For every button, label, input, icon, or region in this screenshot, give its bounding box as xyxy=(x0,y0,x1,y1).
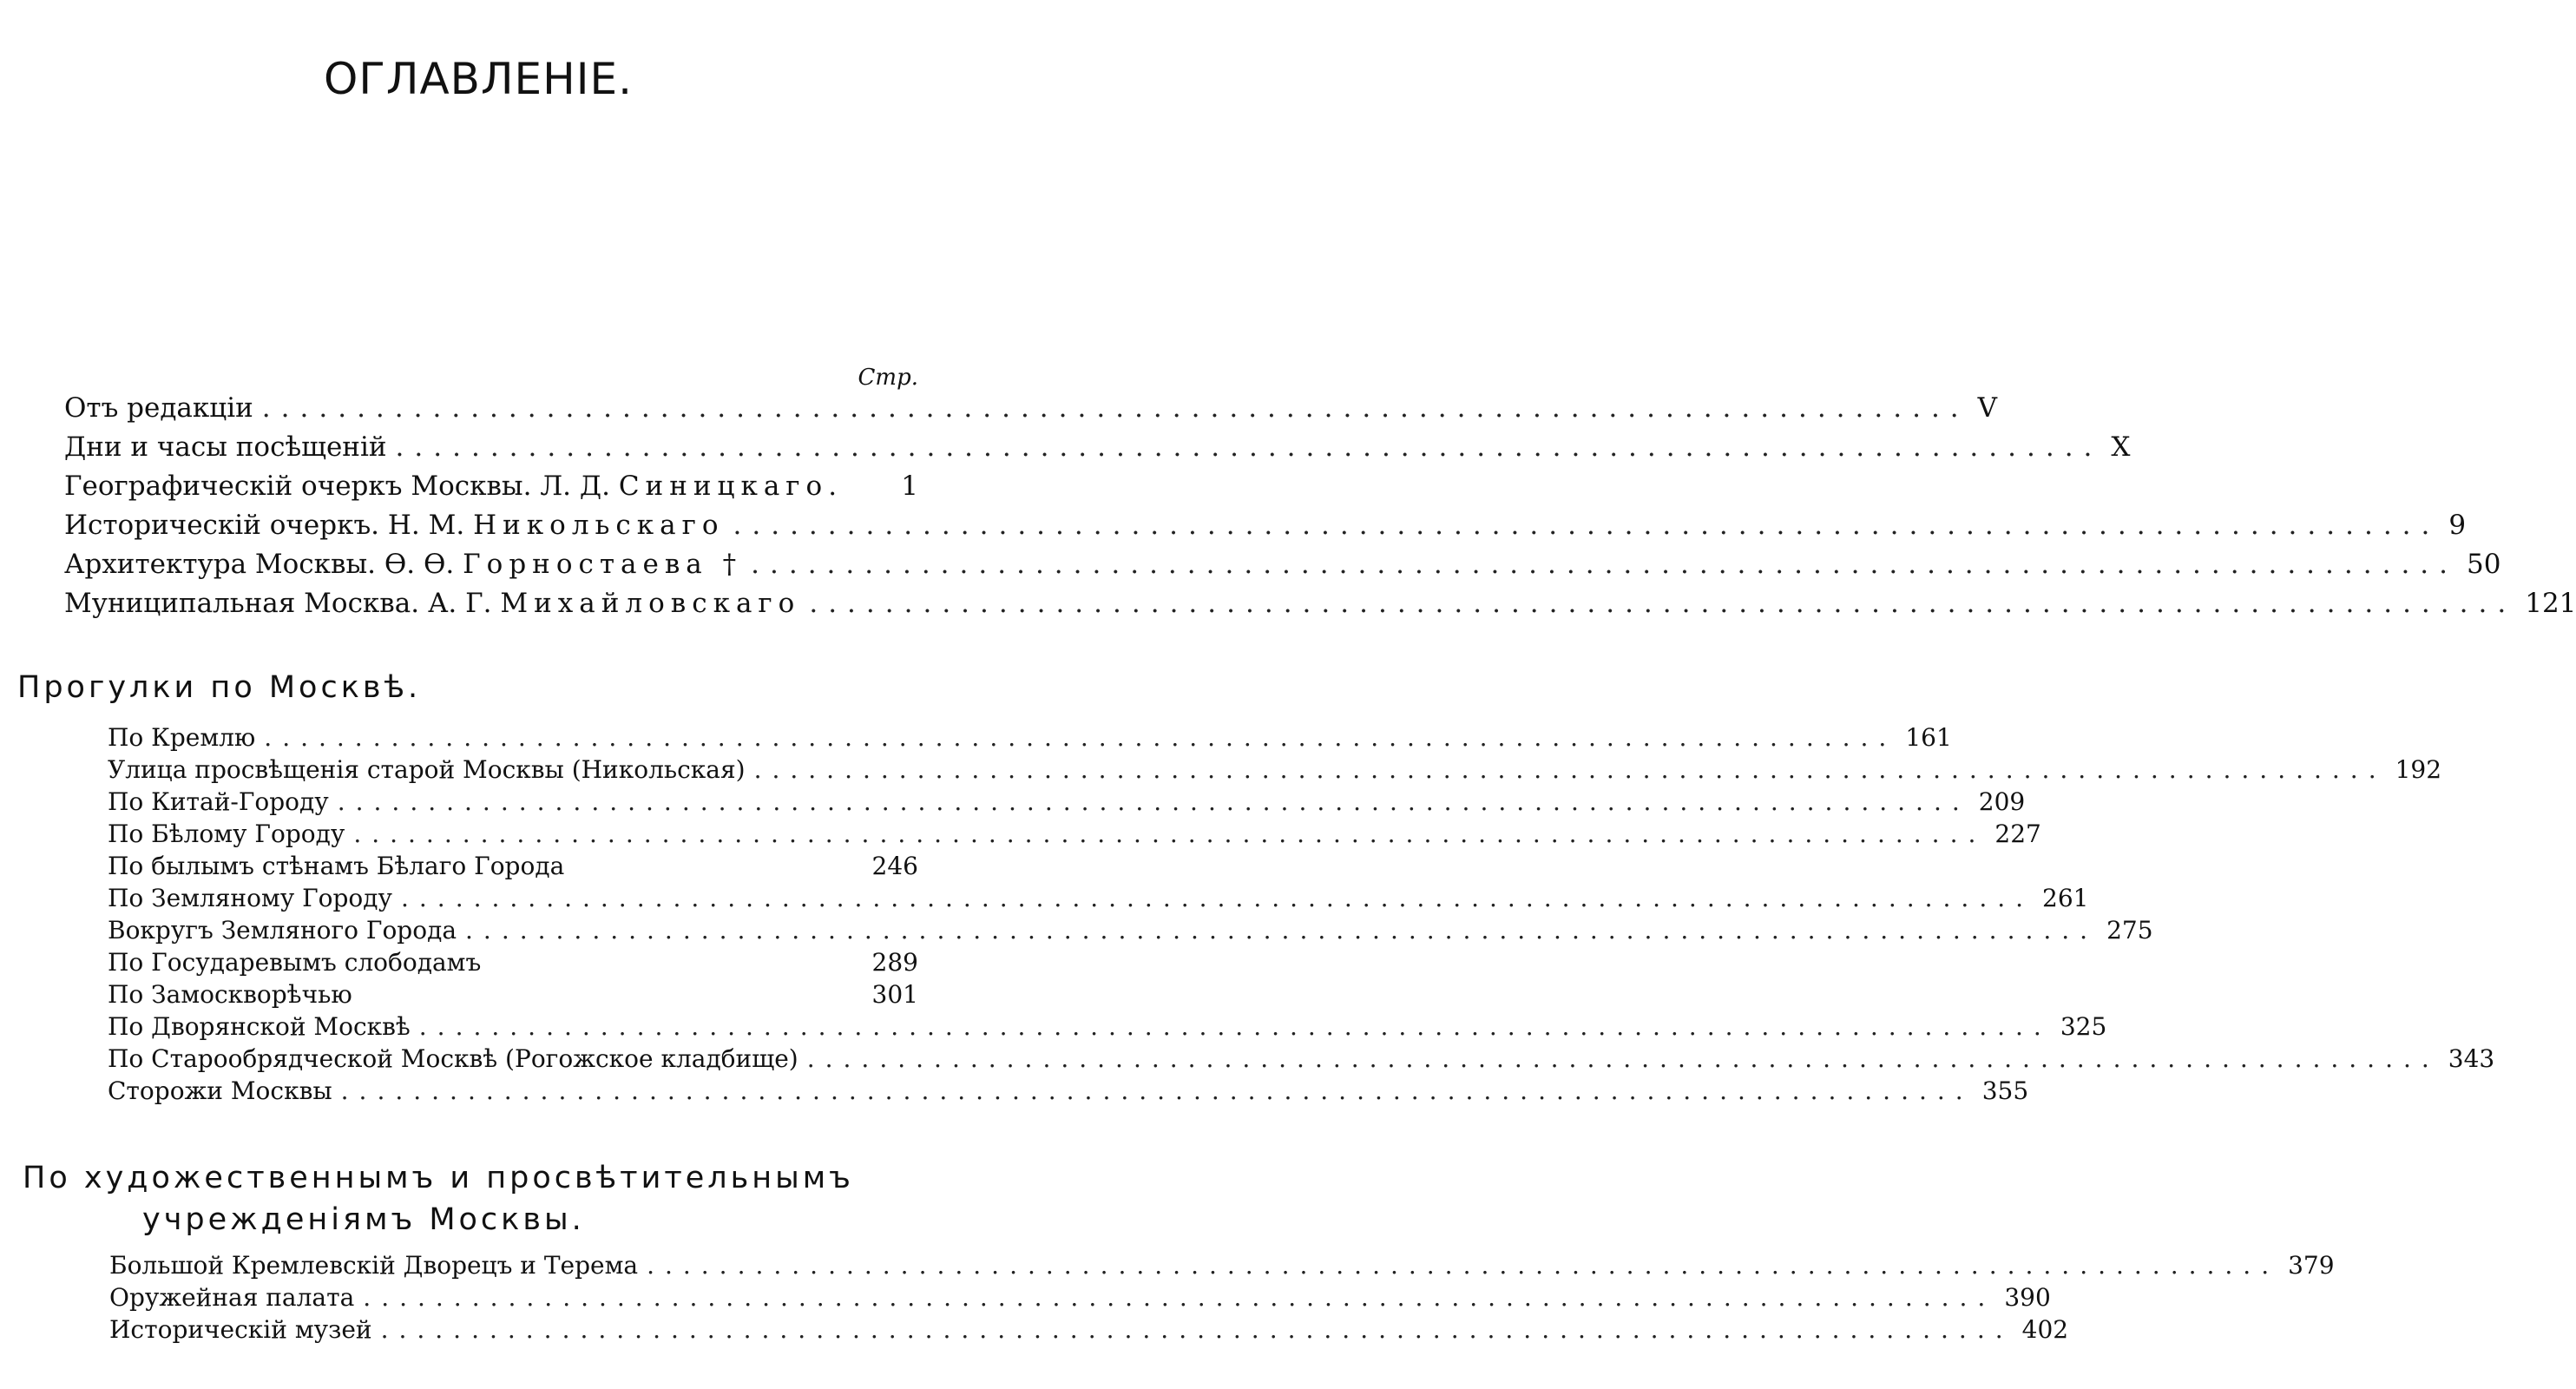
toc-entry[interactable] xyxy=(64,431,2131,463)
section-heading-walks: Прогулки по Москвѣ. xyxy=(17,670,422,705)
toc-entry-page: 246 xyxy=(871,852,918,880)
toc-entry-title: По Бѣлому Городу xyxy=(108,820,345,848)
toc-entry-title: По Земляному Городу xyxy=(108,884,392,912)
toc-entry-page: X xyxy=(2111,431,2131,463)
toc-entry[interactable] xyxy=(108,980,918,1009)
toc-entry-page: 355 xyxy=(1981,1076,2029,1105)
section-heading-institutions-line2: учрежденіямъ Москвы. xyxy=(142,1202,585,1237)
toc-entry-page: 161 xyxy=(1905,723,1952,752)
toc-entry[interactable] xyxy=(64,471,918,502)
toc-entry-title: Вокругъ Земляного Города xyxy=(108,916,457,945)
toc-entry-title: По былымъ стѣнамъ Бѣлаго Города xyxy=(108,852,565,880)
toc-entry[interactable] xyxy=(64,549,2501,580)
toc-entry-title: По Дворянской Москвѣ xyxy=(108,1012,411,1041)
leader-dots: .......................................................................................... xyxy=(465,916,2099,945)
toc-entry-title: Дни и часы посѣщеній xyxy=(64,431,387,463)
toc-entry[interactable] xyxy=(108,1076,2029,1105)
toc-entry[interactable] xyxy=(64,392,1998,424)
toc-entry-page: 379 xyxy=(2288,1251,2335,1280)
toc-entry-title: По Замоскворѣчью xyxy=(108,980,352,1009)
toc-entry-title: По Кремлю xyxy=(108,723,256,752)
toc-entry-page: 390 xyxy=(2004,1283,2051,1312)
leader-dots: .......................................................................................... xyxy=(264,723,1897,752)
toc-entry[interactable] xyxy=(108,916,2153,945)
leader-dots: .......................................................................................... xyxy=(647,1251,2280,1280)
toc-entry-page: 275 xyxy=(2106,916,2153,945)
toc-entry-title: Большой Кремлевскій Дворецъ и Терема xyxy=(109,1251,639,1280)
toc-entry[interactable] xyxy=(108,852,918,880)
toc-entry-title: Сторожи Москвы xyxy=(108,1076,332,1105)
toc-entry-page: 1 xyxy=(901,471,918,502)
toc-entry[interactable] xyxy=(108,787,2026,816)
toc-entry-page: 325 xyxy=(2060,1012,2107,1041)
toc-entry-title: По Старообрядческой Москвѣ (Рогожское кладбище) xyxy=(108,1044,798,1073)
toc-entry[interactable] xyxy=(109,1315,2069,1344)
toc-entry-page: V xyxy=(1977,392,1998,424)
leader-dots: .......................................................................................... xyxy=(733,510,2441,541)
toc-entry-title: Оружейная палата xyxy=(109,1283,355,1312)
leader-dots: .......................................................................................... xyxy=(418,1012,2052,1041)
author-name: Никольскаго xyxy=(473,510,725,541)
leader-dots: .......................................................................................... xyxy=(337,787,1970,816)
toc-entry-title: Архитектура Москвы. Ѳ. Ѳ. Горностаева † xyxy=(64,549,743,580)
toc-entry-page: 121 xyxy=(2525,588,2576,619)
toc-entry-page: 50 xyxy=(2467,549,2501,580)
author-name: Горностаева † xyxy=(463,549,743,580)
section-heading-institutions-line1: По художественнымъ и просвѣтительнымъ xyxy=(23,1161,854,1195)
leader-dots: .......................................................................................... xyxy=(395,431,2103,463)
toc-entry-title: По Государевымъ слободамъ xyxy=(108,948,482,977)
leader-dots: .......................................................................................... xyxy=(353,820,1987,848)
leader-dots: .......................................................................................... xyxy=(401,884,2034,912)
toc-entry-title: По Китай-Городу xyxy=(108,787,329,816)
toc-entry-title: Муниципальная Москва. А. Г. Михайловскаго xyxy=(64,588,801,619)
toc-entry-title: Историческій музей xyxy=(109,1315,372,1344)
toc-entry-page: 343 xyxy=(2448,1044,2495,1073)
toc-entry-page: 301 xyxy=(871,980,918,1009)
toc-entry[interactable] xyxy=(109,1283,2051,1312)
page-column-label: Стр. xyxy=(858,365,918,391)
toc-entry-page: 227 xyxy=(1994,820,2041,848)
leader-dots: .......................................................................................... xyxy=(751,549,2459,580)
toc-entry[interactable] xyxy=(108,1012,2107,1041)
leader-dots: .......................................................................................... xyxy=(753,755,2387,784)
toc-entry[interactable] xyxy=(109,1251,2335,1280)
author-name: Синицкаго. xyxy=(618,471,844,502)
toc-entry-title: Историческій очеркъ. Н. М. Никольскаго xyxy=(64,510,725,541)
page-title: ОГЛАВЛЕНІЕ. xyxy=(324,54,633,104)
toc-entry-page: 261 xyxy=(2042,884,2089,912)
toc-entry[interactable] xyxy=(64,510,2467,541)
leader-dots: .......................................................................................... xyxy=(809,588,2517,619)
toc-entry-page: 289 xyxy=(871,948,918,977)
toc-entry-title: Географическій очеркъ Москвы. Л. Д. Синицкаго. xyxy=(64,471,844,502)
leader-dots: .......................................................................................... xyxy=(340,1076,1974,1105)
toc-entry-page: 9 xyxy=(2448,510,2467,541)
toc-entry[interactable] xyxy=(108,1044,2495,1073)
leader-dots: .......................................................................................... xyxy=(380,1315,2014,1344)
leader-dots: .......................................................................................... xyxy=(806,1044,2440,1073)
toc-entry-title: Улица просвѣщенія старой Москвы (Никольская) xyxy=(108,755,746,784)
toc-entry[interactable] xyxy=(108,820,2041,848)
toc-entry-page: 209 xyxy=(1978,787,2026,816)
toc-entry[interactable] xyxy=(108,884,2089,912)
leader-dots: .......................................................................................... xyxy=(363,1283,1996,1312)
toc-entry-title: Отъ редакціи xyxy=(64,392,253,424)
toc-entry[interactable] xyxy=(108,723,1952,752)
toc-entry[interactable] xyxy=(108,755,2442,784)
toc-entry[interactable] xyxy=(108,948,918,977)
toc-entry-page: 192 xyxy=(2395,755,2442,784)
toc-entry-page: 402 xyxy=(2021,1315,2069,1344)
toc-entry[interactable] xyxy=(64,588,2576,619)
leader-dots: .......................................................................................... xyxy=(261,392,1969,424)
author-name: Михайловскаго xyxy=(500,588,801,619)
